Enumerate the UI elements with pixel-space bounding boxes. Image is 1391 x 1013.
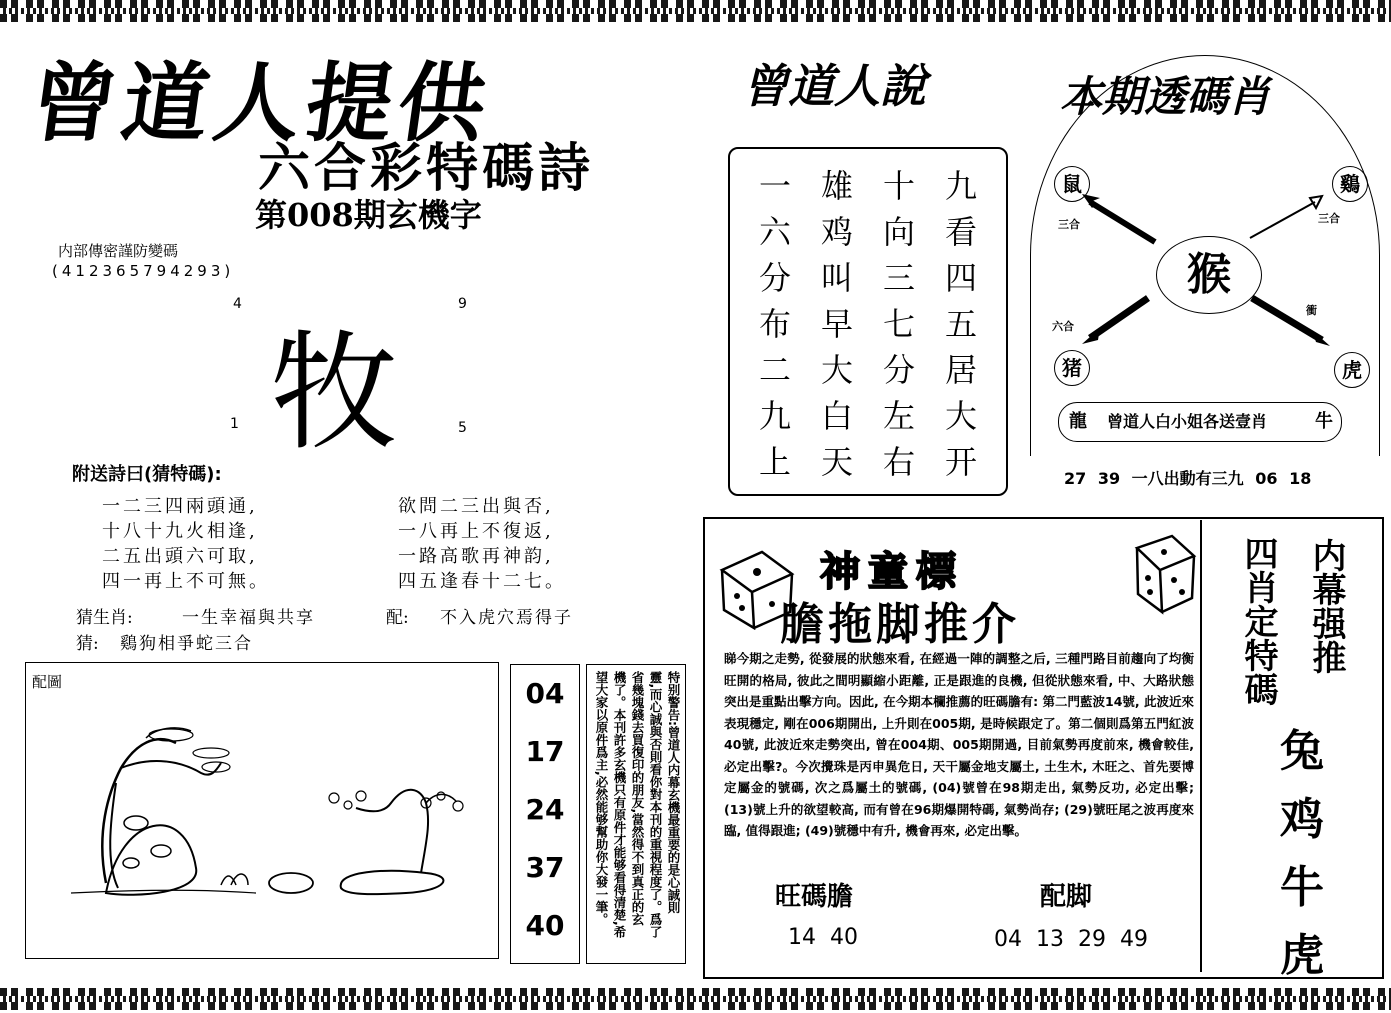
number-item: 37	[525, 851, 565, 884]
sayings-row: 布 早 七 五	[758, 305, 977, 343]
poem-left-line: 四一再上不可無。	[102, 571, 270, 592]
sub-title: 六合彩特碼詩	[258, 138, 595, 199]
dan-label: 旺碼膽	[775, 882, 854, 912]
zodiac-banner-text: 曾道人白小姐各送壹肖	[1107, 412, 1268, 431]
zodiac-label-top-right: 三合	[1318, 212, 1340, 225]
insider-zodiac: 虎	[1280, 930, 1324, 981]
sayings-row: 九 白 左 大	[758, 397, 977, 435]
recommend-banner-main: 膽拖脚推介	[780, 599, 1020, 650]
insider-zodiac: 兔	[1280, 726, 1324, 777]
dice-right-icon	[1122, 528, 1202, 618]
zodiac-number-line: 27 39 一八出動有三九 06 18	[1064, 469, 1312, 488]
poem-left-line: 十八十九火相逢,	[102, 521, 258, 542]
sayings-row: 上 天 右 开	[758, 443, 977, 481]
number-item: 24	[525, 793, 565, 826]
warning-box	[586, 664, 686, 964]
poem-right-line: 一八再上不復返,	[398, 521, 554, 542]
secret-label: 内部傳密謹防變碼	[58, 242, 179, 260]
tree-rock-illustration	[26, 663, 498, 958]
poem-right-line: 欲問二三出與否,	[398, 496, 554, 517]
corner-bottom-left: 1	[230, 416, 239, 432]
guess2-label: 猜:	[76, 634, 99, 654]
warning-column: 機了。本刊許多玄機只有原件才能够看得清楚,希	[612, 671, 627, 939]
poem-left-line: 二五出頭六可取,	[102, 546, 258, 567]
warning-column: 靈,而心誠與否則看你對本刊的重視程度了。爲了	[648, 671, 663, 939]
issue-label: 第008期玄機字	[255, 196, 482, 234]
recommend-banner-top: 神童標	[820, 548, 964, 595]
insider-zodiac-list	[1272, 718, 1332, 990]
zodiac-bottom-left: 猪	[1054, 350, 1090, 386]
warning-column: 特别警告:曾道人内幕玄機最重要的是心誠則	[666, 671, 681, 914]
secret-code: (412365794293)	[52, 262, 235, 280]
guess-pair-label: 配:	[386, 608, 409, 628]
zodiac-banner	[1058, 402, 1342, 442]
guess-pair-text: 不入虎穴焉得子	[440, 608, 573, 628]
main-title: 曾道人提供	[23, 53, 499, 154]
zodiac-label-top-left: 三合	[1058, 218, 1080, 231]
warning-column: 望大家以原件爲主,必然能够幫助你大發一筆。	[594, 671, 609, 926]
warning-column: 省幾塊錢去買復印的朋友,當然得不到真正的玄	[630, 671, 645, 926]
zodiac-banner-left: 龍	[1069, 411, 1087, 432]
sayings-row: 分 叫 三 四	[758, 259, 977, 297]
sayings-header: 曾道人說	[742, 59, 926, 113]
zodiac-top-right: 鷄	[1332, 166, 1368, 202]
poem-header: 附送詩曰(猜特碼):	[72, 464, 222, 485]
sayings-row: 二 大 分 居	[758, 351, 977, 389]
sayings-box	[728, 147, 1008, 496]
illustration-box	[25, 662, 499, 959]
insider-zodiac: 鸡	[1280, 794, 1324, 845]
sayings-row: 一 雄 十 九	[758, 167, 977, 205]
poem-left-line: 一二三四兩頭通,	[102, 496, 258, 517]
riddle-character: 牧	[270, 319, 399, 468]
recommend-paragraph: 睇今期之走勢, 從發展的狀態來看, 在經過一陣的調整之后, 三種門路目前趨向了均衡旺開的格局, 彼此之間明顯縮小距離, 正是跟進的良機, 但從狀態來看, 中、大路狀態突出是重點出擊方向。因此, 在今期本欄推薦的旺碼膽有: 第二門藍波14號, 此波近來表現穩定, 剛在006期開出, 上升則在005期, 是時候跟定了。第二個則爲第五門紅波40號, 此波近來走勢突出, 曾在004期、005期開過, 目前氣勢再度前來, 機會較佳, 必定出擊?。今次攪珠是丙申異危日, 天干屬金地支屬土, 土生木, 木旺之、首先要博定屬金的號碼, 次之爲屬土的號碼, (04)號曾在98期走出, 氣勢反功, 必定出擊; (13)號上升的欲望較高, 而有曾在96期爆開特碼, 氣勢尚存; (29)號旺尾之波再度來臨, 值得跟進; (49)號穩中有升, 機會再來, 必定出擊。	[724, 651, 1194, 838]
sayings-row: 六 鸡 向 看	[758, 213, 977, 251]
zodiac-chart-header: 本期透碼肖	[1060, 72, 1271, 121]
number-item: 17	[525, 735, 565, 768]
guess2-text: 鷄狗相爭蛇三合	[120, 634, 253, 654]
illustration-label: 配圖	[32, 673, 63, 691]
top-border	[0, 0, 1391, 22]
zodiac-center: 猴	[1156, 236, 1262, 314]
zodiac-label-bottom-left: 六合	[1052, 320, 1074, 333]
pei-label: 配脚	[1040, 882, 1093, 912]
zodiac-label-bottom-right: 衝	[1306, 304, 1317, 317]
insider-title-right: 内幕强推	[1306, 538, 1346, 674]
insider-title-left: 四肖定特碼	[1238, 536, 1278, 706]
number-item: 40	[525, 909, 565, 942]
dan-numbers: 14 40	[788, 925, 858, 950]
numbers-box	[510, 664, 580, 964]
zodiac-bottom-right: 虎	[1334, 352, 1370, 388]
number-item: 04	[525, 677, 565, 710]
zodiac-top-left: 鼠	[1054, 166, 1090, 202]
insider-zodiac: 牛	[1280, 862, 1324, 913]
corner-bottom-right: 5	[458, 420, 467, 436]
corner-top-right: 9	[458, 296, 467, 312]
poem-right-line: 四五逢春十二七。	[398, 571, 566, 592]
guess-zodiac-text: 一生幸福與共享	[182, 608, 315, 628]
pei-numbers: 04 13 29 49	[994, 927, 1148, 952]
guess-zodiac-label: 猜生肖:	[76, 608, 133, 628]
bottom-border	[0, 988, 1391, 1010]
poem-right-line: 一路高歌再神韵,	[398, 546, 554, 567]
corner-top-left: 4	[233, 296, 242, 312]
zodiac-arrows	[1060, 180, 1360, 360]
zodiac-banner-right: 牛	[1315, 411, 1333, 432]
